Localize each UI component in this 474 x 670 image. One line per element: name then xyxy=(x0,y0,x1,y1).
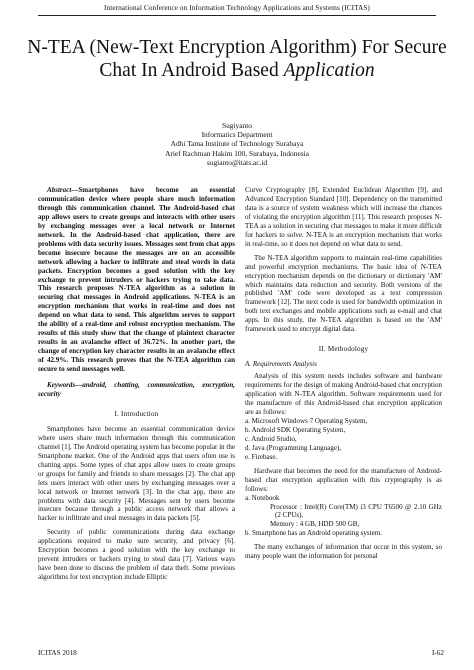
abstract-label: Abstract xyxy=(47,186,72,194)
abstract xyxy=(38,186,235,374)
subsection-heading-requirements: A. Requirements Analysis xyxy=(245,360,317,369)
author-block xyxy=(0,121,474,167)
title-main: N-TEA (New-Text Encryption Algorithm) For Secure Chat In Android Based xyxy=(27,37,447,81)
left-column xyxy=(38,186,235,582)
title-italic: Application xyxy=(283,60,375,81)
section-heading-introduction: I. Introduction xyxy=(114,409,159,418)
requirements-paragraph: Analysis of this system needs includes software and hardware requirements for the design of making Android-based chat encryption application with N-TEA algorithm. Software requirements used for the manufacture of this Android-based chat encryption application are as follows: xyxy=(245,372,442,416)
software-item: e. Firebase. xyxy=(245,452,278,461)
software-item: d. Java (Programming Language), xyxy=(245,443,342,452)
hardware-paragraph: Hardware that becomes the need for the manufacture of Android-based chat encryption application with this cryptography is as follows: xyxy=(245,466,442,493)
software-item: b. Android SDK Operating System, xyxy=(245,425,346,434)
software-item: c. Android Studio, xyxy=(245,434,297,443)
intro-paragraph-1: Smartphones have become an essential communication device where users share much information through this communication channel [1]. The Android operating system has become popular in the Smartphone market. One of the Android apps that users often use is chatting apps. Some types of chat apps allow users to create groups or groups for family and friends to share messages [2]. The chat app lets users interact with other users by exchanging messages over a local network or Internet network [3]. In the chat app, there are problems with data security [4]. Messages sent by users become insecure because through a public access network that allows a hacker to infiltrate and steal messages in data packets [5]. xyxy=(38,424,235,523)
abstract-body: —Smartphones have become an essential communication device where people share much information through this communication channel. The Android-based chat app allows users to create groups and interacts with other users by exchanging messages over a local network or Internet network. In the Android-based chat application, there are problems with data security issues. Messages sent from chat apps become insecure because the messages are on an accessible network allowing a hacker to infiltrate and steal words in data packets. Encryption becomes a good solution with the key exchange to prevent intruders or hackers trying to take data. This research proposes N-TEA algorithm as a solution in securing chat messages in Android applications. N-TEA is an encryption mechanism that works in real-time and does not depend on what data to send. This algorithm serves to support the ability of a real-time and robust encryption mechanism. The results of this study show that the change of plaintext character results in an avalanche effect of 36.72%. In another part, the change of encryption key character results in an avalanche effect of 42.9%. This research proves that the N-TEA algorithm can secure to send messages well. xyxy=(38,186,235,374)
right-column xyxy=(245,186,442,561)
hardware-item: a. Notebook xyxy=(245,493,280,502)
author-email: sugianto@itats.ac.id xyxy=(206,157,268,167)
conference-header: International Conference on Information Technology Applications and Systems (ICITAS) xyxy=(104,4,370,12)
footer-conference: ICITAS 2018 xyxy=(38,649,77,657)
keywords: Keywords—android, chatting, communication, encryption, security xyxy=(38,381,235,398)
right-paragraph-1: Curve Cryptography [8], Extended Euclidean Algorithm [9], and Advanced Encryption Standard [10]. Dependency on the transmitted data is a source of system weakness which will increase the chances of violating the encryption algorithm [11]. This research proposes N-TEA as a solution in securing chat messages to make it more difficult for hackers to solve. N-TEA is an encryption mechanism that works in real-time, so it does not depend on what data to send. xyxy=(245,186,442,248)
page-number: I-62 xyxy=(432,649,444,657)
hardware-item: b. Smartphone has an Android operating system. xyxy=(245,529,383,538)
author-institution: Adhi Tama Institute of Technology Surabaya xyxy=(170,139,304,149)
section-heading-methodology: II. Methodology xyxy=(318,345,369,354)
author-name: Sugiyanto xyxy=(222,121,252,130)
software-item: a. Microsoft Windows 7 Operating System, xyxy=(245,416,368,425)
hardware-detail: Memory : 4 GB, HDD 500 GB, xyxy=(270,520,360,529)
right-paragraph-2: The N-TEA algorithm supports to maintain real-time capabilities and powerful encryption mechanisms. The basic idea of N-TEA encryption mechanism depends on the dictionary or dictionary 'AM' which maintains data reduction and security. Both versions of the published 'AM' code were developed as a text compression framework [12]. The next code is used for bandwidth optimization in both text exchanges and mobile applications such as e-mail and chat apps. In this study, the N-TEA algorithm is based on the 'AM' framework used to encrypt digital data. xyxy=(245,253,442,334)
final-paragraph: The many exchanges of information that occur in this system, so many people want the information for personal xyxy=(245,543,442,561)
paper-title xyxy=(20,36,454,82)
hardware-detail: Processor : Intel(R) Core(TM) i3 CPU T6500 @ 2.10 GHz (2 CPUs), xyxy=(270,502,442,520)
author-department: Informatics Department xyxy=(201,130,273,140)
author-address: Arief Rachman Hakim 100, Surabaya, Indonesia xyxy=(165,148,309,158)
header-rule xyxy=(38,15,436,16)
intro-paragraph-2: Security of public communications during data exchange applications required to make sure security, and privacy [6]. Encryption becomes a good solution with the key exchange to prevent intruders or hackers trying to steal data [7]. Various ways have been done to discuss the problem of data theft. Some previous algorithms for text encryption include Elliptic xyxy=(38,528,235,582)
